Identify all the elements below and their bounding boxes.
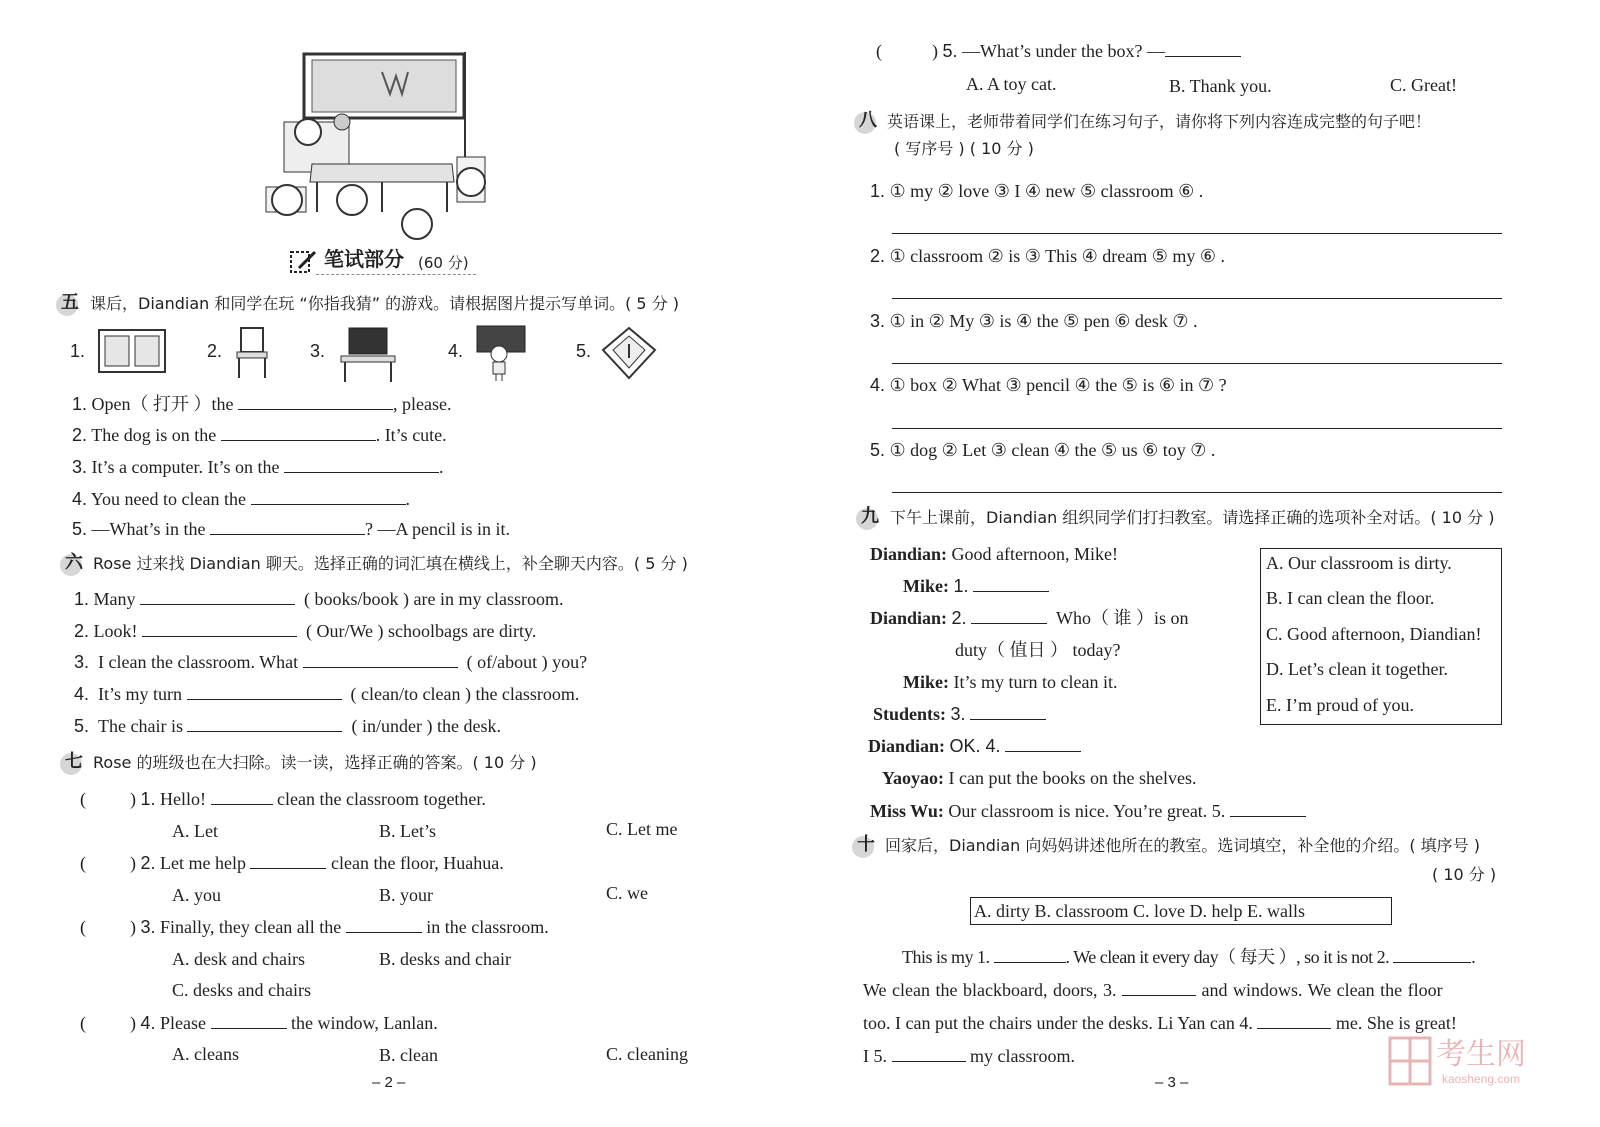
window-icon	[97, 328, 167, 374]
answer-blank[interactable]	[142, 620, 297, 637]
q7-4-opt-a[interactable]: A. cleans	[172, 1044, 239, 1064]
dialog-line-3: Diandian: 2. Who（ 谁 ）is on	[870, 608, 1189, 628]
section-title: 笔试部分	[324, 247, 404, 271]
q9-option-d: D. Let’s clean it together.	[1266, 659, 1448, 679]
dialog-line-9: Miss Wu: Our classroom is nice. You’re great. 5.	[870, 800, 1306, 822]
blackboard-child-icon	[473, 324, 529, 382]
answer-blank[interactable]	[892, 1045, 966, 1062]
answer-blank[interactable]	[971, 607, 1047, 624]
q5-item-2: 2. The dog is on the . It’s cute.	[72, 425, 447, 445]
q7-1-opt-b[interactable]: B. Let’s	[379, 821, 436, 841]
q8-item-2: 2. ① classroom ② is ③ This ④ dream ⑤ my ⑥ .	[870, 246, 1225, 266]
answer-blank[interactable]	[221, 424, 376, 441]
q7-item-5: ( ) 5. —What’s under the box? —	[876, 40, 1241, 62]
classroom-illustration	[262, 52, 502, 242]
pic-label-2: 2.	[207, 341, 223, 361]
section-score: (60 分)	[418, 254, 469, 272]
q5-item-1: 1. Open（ 打开 ）the , please.	[72, 394, 452, 414]
q9-badge: 九	[856, 504, 884, 530]
q7-4-opt-c[interactable]: C. cleaning	[606, 1044, 688, 1064]
q5-item-4: 4. You need to clean the .	[72, 489, 410, 509]
answer-blank[interactable]	[973, 575, 1049, 592]
answer-blank[interactable]	[1005, 735, 1081, 752]
q7-5-opt-b[interactable]: B. Thank you.	[1169, 76, 1272, 96]
right-page	[800, 0, 1600, 1127]
q7-3-opt-c[interactable]: C. desks and chairs	[172, 980, 311, 1000]
q5-item-5: 5. —What’s in the ? —A pencil is in it.	[72, 519, 510, 539]
q7-1-opt-a[interactable]: A. Let	[172, 821, 218, 841]
answer-blank[interactable]	[284, 456, 439, 473]
page-number: – 2 –	[372, 1074, 406, 1091]
box-icon	[601, 326, 657, 380]
answer-blank[interactable]	[211, 788, 273, 805]
dialog-line-1: Diandian: Good afternoon, Mike!	[870, 544, 1118, 564]
title-underline	[316, 274, 476, 275]
q9-instruction: 下午上课前，Diandian 组织同学们打扫教室。请选择正确的选项补全对话。( 10 分 )	[890, 508, 1495, 527]
answer-blank[interactable]	[250, 852, 326, 869]
dialog-line-6: Students: 3.	[873, 703, 1046, 725]
q8-item-4: 4. ① box ② What ③ pencil ④ the ⑤ is ⑥ in ⑦ ?	[870, 375, 1227, 395]
answer-blank[interactable]	[303, 651, 458, 668]
answer-blank[interactable]	[187, 715, 342, 732]
chair-icon	[233, 326, 273, 380]
q7-item-2: ( ) 2. Let me help clean the floor, Huahua.	[80, 853, 504, 873]
q7-item-3: ( ) 3. Finally, they clean all the in the classroom.	[80, 917, 549, 937]
q8-answer-line-4[interactable]	[892, 428, 1502, 429]
q7-2-opt-b[interactable]: B. your	[379, 885, 433, 905]
q6-item-5: 5. The chair is ( in/under ) the desk.	[74, 716, 501, 736]
q8-answer-line-2[interactable]	[892, 298, 1502, 299]
answer-blank[interactable]	[1257, 1012, 1331, 1029]
watermark-logo-icon	[1388, 1036, 1432, 1086]
answer-blank[interactable]	[187, 683, 342, 700]
pic-label-4: 4.	[448, 341, 464, 361]
q10-badge: 十	[852, 832, 880, 858]
q8-instruction-2: ( 写序号 ) ( 10 分 )	[894, 139, 1034, 158]
q9-option-b: B. I can clean the floor.	[1266, 588, 1435, 608]
q10-word-list: A. dirty B. classroom C. love D. help E. walls	[974, 901, 1305, 921]
watermark-name: 考生网	[1436, 1037, 1526, 1072]
answer-blank[interactable]	[970, 703, 1046, 720]
q8-answer-line-1[interactable]	[892, 233, 1502, 234]
q9-option-a: A. Our classroom is dirty.	[1266, 553, 1452, 573]
q9-option-c: C. Good afternoon, Diandian!	[1266, 624, 1482, 644]
pic-label-3: 3.	[310, 341, 326, 361]
q10-line-4: I 5. my classroom.	[863, 1046, 1075, 1066]
q10-instruction: 回家后，Diandian 向妈妈讲述他所在的教室。选词填空，补全他的介绍。( 填序号 )	[885, 836, 1481, 855]
answer-blank[interactable]	[1122, 979, 1196, 996]
q8-item-1: 1. ① my ② love ③ I ④ new ⑤ classroom ⑥ .	[870, 181, 1204, 201]
q7-3-opt-b[interactable]: B. desks and chair	[379, 949, 511, 969]
q8-answer-line-3[interactable]	[892, 363, 1502, 364]
q7-5-opt-a[interactable]: A. A toy cat.	[966, 74, 1057, 94]
q5-instruction: 课后，Diandian 和同学在玩 “你指我猜” 的游戏。请根据图片提示写单词。( 5 分 )	[90, 294, 680, 313]
q7-badge: 七	[60, 749, 88, 775]
q8-badge: 八	[854, 108, 882, 134]
q7-instruction: Rose 的班级也在大扫除。读一读，选择正确的答案。( 10 分 )	[93, 753, 537, 772]
q7-3-opt-a[interactable]: A. desk and chairs	[172, 949, 305, 969]
q7-4-opt-b[interactable]: B. clean	[379, 1045, 438, 1065]
answer-blank[interactable]	[1165, 40, 1241, 57]
q5-badge: 五	[56, 290, 84, 316]
dialog-line-8: Yaoyao: I can put the books on the shelves.	[882, 768, 1197, 788]
q6-item-2: 2. Look! ( Our/We ) schoolbags are dirty.	[74, 621, 537, 641]
q7-5-opt-c[interactable]: C. Great!	[1390, 75, 1457, 95]
q7-1-opt-c[interactable]: C. Let me	[606, 819, 678, 839]
q7-item-4: ( ) 4. Please the window, Lanlan.	[80, 1013, 438, 1033]
q7-item-1: ( ) 1. Hello! clean the classroom together.	[80, 789, 486, 809]
dialog-line-5: Mike: It’s my turn to clean it.	[903, 672, 1118, 692]
page-number: – 3 –	[1155, 1074, 1189, 1091]
q10-score: ( 10 分 )	[1432, 865, 1497, 884]
q8-item-3: 3. ① in ② My ③ is ④ the ⑤ pen ⑥ desk ⑦ .	[870, 311, 1198, 331]
q8-instruction: 英语课上，老师带着同学们在练习句子，请你将下列内容连成完整的句子吧！	[887, 112, 1432, 131]
answer-blank[interactable]	[346, 916, 422, 933]
answer-blank[interactable]	[1393, 946, 1471, 963]
answer-blank[interactable]	[994, 946, 1066, 963]
q6-badge: 六	[60, 550, 88, 576]
answer-blank[interactable]	[238, 393, 393, 410]
pencil-note-icon	[289, 248, 317, 274]
q6-item-1: 1. Many ( books/book ) are in my classroom.	[74, 589, 564, 609]
answer-blank[interactable]	[210, 518, 365, 535]
watermark-url: kaosheng.com	[1442, 1072, 1521, 1086]
q10-line-1: This is my 1. . We clean it every day（ 每天 ）, so it is not 2. .	[902, 947, 1476, 967]
answer-blank[interactable]	[251, 488, 406, 505]
dialog-line-7: Diandian: OK. 4.	[868, 735, 1081, 757]
q7-2-opt-c[interactable]: C. we	[606, 883, 648, 903]
q8-answer-line-5[interactable]	[892, 492, 1502, 493]
q6-instruction: Rose 过来找 Diandian 聊天。选择正确的词汇填在横线上，补全聊天内容。( 5 分 )	[93, 554, 688, 573]
q7-2-opt-a[interactable]: A. you	[172, 885, 221, 905]
q8-item-5: 5. ① dog ② Let ③ clean ④ the ⑤ us ⑥ toy ⑦ .	[870, 440, 1216, 460]
pic-label-1: 1.	[70, 341, 86, 361]
q6-item-3: 3. I clean the classroom. What ( of/about ) you?	[74, 652, 588, 672]
q10-line-2: We clean the blackboard, doors, 3. and windows. We clean the floor	[863, 980, 1443, 1000]
answer-blank[interactable]	[211, 1012, 287, 1029]
q6-item-4: 4. It’s my turn ( clean/to clean ) the classroom.	[74, 684, 580, 704]
answer-blank[interactable]	[140, 588, 295, 605]
dialog-line-4: duty（ 值日 ） today?	[955, 640, 1121, 660]
q10-line-3: too. I can put the chairs under the desks. Li Yan can 4. me. She is great!	[863, 1013, 1457, 1033]
dialog-line-2: Mike: 1.	[903, 575, 1049, 597]
left-page	[0, 0, 790, 1127]
computer-on-desk-icon	[337, 326, 399, 384]
q9-option-e: E. I’m proud of you.	[1266, 695, 1414, 715]
q5-item-3: 3. It’s a computer. It’s on the .	[72, 457, 444, 477]
pic-label-5: 5.	[576, 341, 592, 361]
answer-blank[interactable]	[1230, 800, 1306, 817]
